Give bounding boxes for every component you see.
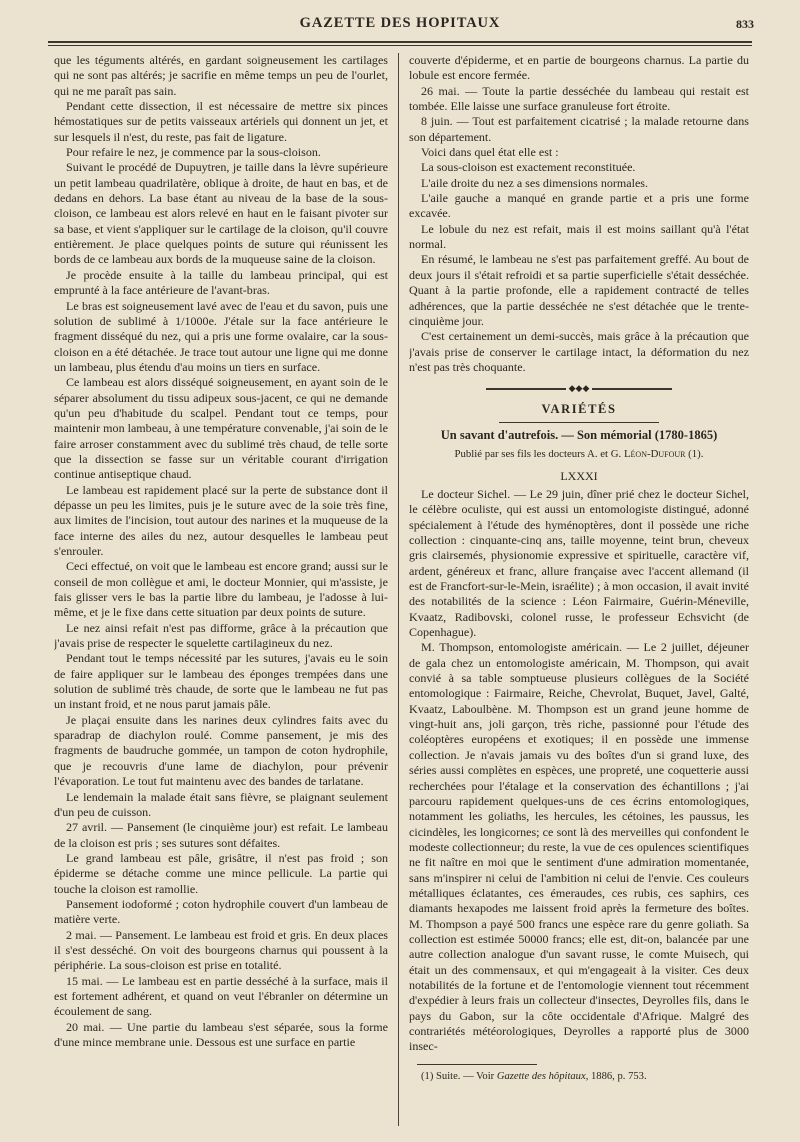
author-name: Léon-Dufour [623,448,686,461]
paragraph: M. Thompson, entomologiste américain. — Le 2 juillet, déjeuner de gala chez un entomologiste américain, M. Thompson, qui avait convié à sa table somptueuse plusieurs collègues de la Société entomologique : Fairmaire, Reiche, Chevrolat, Buquet, Javel, Galté, Kvaatz, Laboulbène. M. Thompson est un grand jeune homme de vingt-huit ans, joli garçon, très riche, passionné pour l'étude des coléoptères européens et exotiques; il en possède une immense collection. Je n'avais jamais vu des boîtes d'un si grand luxe, des séries aussi complètes en espèces, une propreté, une coquetterie aussi recherchées pour l'étalage et la conservation des échantillons ; j'ai parcouru rapidement quelques-uns de ces écrins entomologiques, notamment les goliaths, les hercules, les cétoines, les paussus, les cicindèles, les longicornes; ce sont là des merveilles qui confondent le modeste collectionneur; du reste, la vue de ces opulences scientifiques ne fit naître en moi que le sentiment d'une admiration momentanée, sans m'inspirer ni celui de l'ambition ni celui de l'envie. Ces couleurs métalliques éclatantes, ces émeraudes, ces rubis, ces saphirs, ces diamants hexapodes me laissent froid après la fermeture des boîtes. M. Thompson a payé 500 francs une espèce rare du genre goliath. Sa collection est estimée 50000 francs; elle est, dit-on, balancée par une autre collection analogue d'un savant russe, le comte Muisech, qui était un des commensaux, et qui m'engageait à la visiter. Ces deux notabilités de la fortune et de l'entomologie viennent tout récemment d'expédier à leurs frais un collecteur d'insectes, Deyrolles fils, dans le pays du Gabon, sur la côte occidentale d'Afrique. Malgré des contrariétés météorologiques, Deyrolles a rapporté plus de 3000 insec- [409,640,749,1054]
footnote-journal: Gazette des hôpitaux [496,1070,586,1082]
paragraph: Je procède ensuite à la taille du lambeau principal, qui est emprunté à la face antérieure de l'avant-bras. [54,267,388,298]
paragraph: 15 mai. — Le lambeau est en partie desséché à la surface, mais il est fortement adhérent, et quand on veut l'ébranler on détermine un écoulement de sang. [54,973,388,1019]
page-number: 833 [736,17,754,31]
column-divider [398,53,399,1126]
right-column [409,53,749,1129]
paragraph: En résumé, le lambeau ne s'est pas parfaitement greffé. Au bout de deux jours il s'était refroidi et sa partie superficielle s'était desséchée. Quant à la partie profonde, elle a rapidement contracté de telles adhérences, que la partie desséchée ne s'est détachée que le trente-cinquième jour. [409,252,749,328]
paragraph: couverte d'épiderme, et en partie de bourgeons charnus. La partie du lobule est encore fermée. [409,53,749,83]
paragraph: Pendant tout le temps nécessité par les sutures, j'avais eu le soin de faire appliquer sur le lambeau des éponges trempées dans une solution de sublimé très chaude, de sorte que le lambeau ne fut pas un instant froid, et ne nous parut jamais pâle. [54,651,388,712]
chapter-number: LXXXI [560,468,598,483]
section-title: VARIÉTÉS [541,401,617,416]
paragraph: L'aile droite du nez a ses dimensions normales. [421,175,648,190]
left-column [54,53,388,1129]
article-title: Un savant d'autrefois. — Son mémorial (1780-1865) [440,427,718,442]
paragraph: 26 mai. — Toute la partie desséchée du lambeau qui restait est tombée. Elle laisse une surface granuleuse fort étroite. [409,83,749,114]
header-rule-thick [48,41,752,43]
paragraph: Je plaçai ensuite dans les narines deux cylindres faits avec du sparadrap de diachylon roulé. Comme pansement, je mis des fragments de baudruche gommée, un tampon de coton hydrophile, que je recouvris d'une lame de diachylon, pour prévenir l'évaporation. Le tout fut maintenu avec des bandes de tarlatane. [54,712,388,789]
paragraph: C'est certainement un demi-succès, mais grâce à la précaution que j'avais prise de conserver le cartilage intact, la déformation du nez n'est pas très choquante. [409,329,749,374]
paragraph: Pour refaire le nez, je commence par la sous-cloison. [66,145,321,160]
paragraph: Le nez ainsi refait n'est pas difforme, grâce à la précaution que j'avais prise de respecter le squelette cartilagineux du nez. [54,620,388,651]
journal-title: GAZETTE DES HOPITAUX [299,15,501,31]
paragraph: 2 mai. — Pansement. Le lambeau est froid et gris. En deux places il s'est desséché. On voit des bourgeons charnus qui poussent à la périphérie. La sous-cloison est prise en totalité. [54,927,388,973]
paragraph: Voici dans quel état elle est : [421,145,559,160]
paragraph: Pendant cette dissection, il est nécessaire de mettre six pinces hémostatiques sur de petits vaisseaux artériels qui donnent un jet, et sur lesquels il n'est, du reste, pas fait de ligature. [54,99,388,144]
paragraph: Le bras est soigneusement lavé avec de l'eau et du savon, puis une solution de sublimé à 1/1000e. J'étale sur la face antérieure le fragment disséqué du nez, qui a pris une forme ovalaire, car la sous-cloison en a été détachée. Je trace tout autour une ligne qui me donne un lambeau, plus étendu d'au moins un tiers en surface. [54,298,388,374]
paragraph: 20 mai. — Une partie du lambeau s'est séparée, sous la forme d'une mince membrane unie. Dessous est une surface en partie [54,1019,388,1049]
paragraph: Pansement iodoformé ; coton hydrophile couvert d'un lambeau de matière verte. [54,896,388,927]
paragraph: Le docteur Sichel. — Le 29 juin, dîner prié chez le docteur Sichel, le célèbre oculiste, qui est aussi un entomologiste distingué, adonné spécialement à l'étude des hyménoptères, dont il possède une riche collection : cinquante-cinq ans, taille moyenne, teint brun, cheveux gris clairsemés, physionomie expressive et spirituelle, caractère vif, ardent, généreux et franc, allure française avec l'accent allemand (il est de Francfort-sur-le-Mein, israélite) ; à mon occasion, il avait invité des notabilités de la science : Léon Fairmaire, Guérin-Méneville, Kvaatz, Radibovski, colonel russe, le professeur Echsvicht (de Copenhague). [409,486,749,640]
paragraph: Le grand lambeau est pâle, grisâtre, il n'est pas froid ; son épiderme se détache comme une mince pellicule. La partie qui touche la cloison est ramollie. [54,850,388,896]
paragraph: Ceci effectué, on voit que le lambeau est encore grand; aussi sur le conseil de mon collègue et ami, le docteur Monnier, qui m'assiste, je fais glisser vers le bas la partie libre du lambeau, je l'adosse à lui-même, et je le fixe dans cette situation par deux points de suture. [54,559,388,620]
paragraph: Le lobule du nez est refait, mais il est moins saillant qu'à l'état normal. [409,221,749,252]
paragraph: La sous-cloison est exactement reconstituée. [421,160,636,175]
paragraph: que les téguments altérés, en gardant soigneusement les cartilages qui ne sont pas altérés; je sacrifie en même temps un peu de l'ourlet, qui ne me paraît pas sain. [54,53,388,98]
paragraph: 27 avril. — Pansement (le cinquième jour) est refait. Le lambeau de la cloison est pris ; ses sutures sont défaites. [54,820,388,850]
paragraph: Suivant le procédé de Dupuytren, je taille dans la lèvre supérieure un petit lambeau quadrilatère, oblique à droite, de haut en bas, et de dedans en dehors. La base étant au niveau de la base de la sous-cloison, ce lambeau est alors relevé en haut en le faisant pivoter sur sa base, et vient s'appliquer sur le cartilage de la cloison, qu'il couvre entièrement. Je place quelques points de suture qui réunissent les bords de ce lambeau aux bords de la muqueuse saine de la cloison. [54,160,388,267]
paragraph: Le lendemain la malade était sans fièvre, se plaignant seulement d'un peu de cuisson. [54,789,388,819]
section-ornament: ◆◆◆ [409,381,749,396]
page-header [48,13,752,39]
header-rule-thin [48,45,752,46]
section-rule [499,422,659,423]
footnote-rule [417,1064,537,1065]
article-byline: Publié par ses fils les docteurs A. et G. Léon-Dufour (1). [454,448,704,461]
paragraph: Ce lambeau est alors disséqué soigneusement, en ayant soin de le séparer absolument du tissu adipeux sous-jacent, ce qui ne demande qu'un peu d'habitude du scalpel. Pendant tout ce temps, pour maintenir mon lambeau, à une température convenable, j'ai soin de le faire arroser constamment avec du sublimé très chaud, de telle sorte que la dissection se fasse sur un véritable courant d'irrigation continue antiseptique chaud. [54,375,388,482]
footnote: (1) Suite. — Voir Gazette des hôpitaux, 1886, p. 753. [421,1070,647,1082]
paragraph: Le lambeau est rapidement placé sur la perte de substance dont il dépasse un peu les limites, puis je le suture avec de la soie très fine, aux limites de l'incision, tout autour des narines et la muqueuse de la face interne des ailes du nez, autour desquelles le lambeau peut s'enrouler. [54,482,388,558]
paragraph: L'aile gauche a manqué en grande partie et a pris une forme excavée. [409,191,749,221]
paragraph: 8 juin. — Tout est parfaitement cicatrisé ; la malade retourne dans son département. [409,114,749,144]
